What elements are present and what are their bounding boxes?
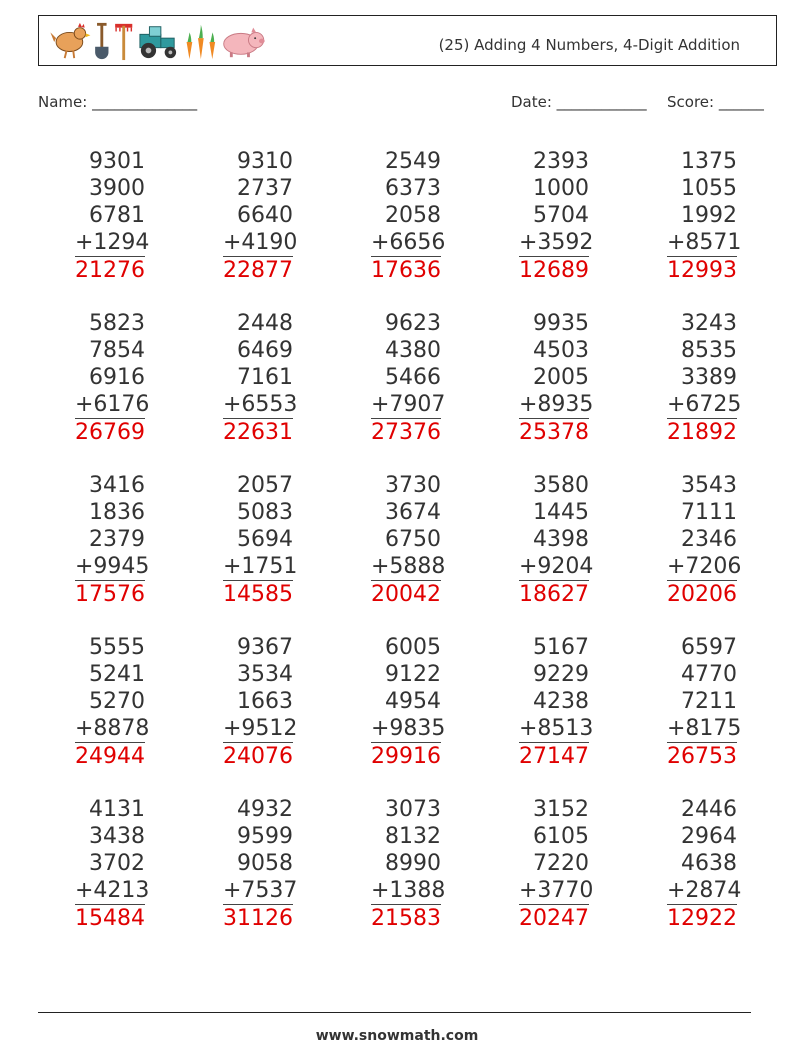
addend: 6781 (89, 203, 145, 228)
addend: 6597 (681, 635, 737, 660)
addend: 5466 (385, 365, 441, 390)
addend: +8175 (667, 716, 742, 741)
addend: 3580 (533, 473, 589, 498)
rake-icon (115, 24, 132, 60)
addend: 6916 (89, 365, 145, 390)
addend: 7111 (681, 500, 737, 525)
answer: 12922 (667, 906, 737, 931)
answer: 22877 (223, 258, 293, 283)
addend: 2005 (533, 365, 589, 390)
addition-problem (75, 634, 150, 770)
addend: 6005 (385, 635, 441, 660)
addition-problem (371, 634, 446, 770)
tractor-icon (140, 27, 176, 58)
addend: 1000 (533, 176, 589, 201)
addition-problem (223, 148, 298, 284)
addition-problem (667, 472, 742, 608)
addend: +2874 (667, 878, 742, 903)
addend: 2057 (237, 473, 293, 498)
addend: +3592 (519, 230, 594, 255)
answer: 21276 (75, 258, 145, 283)
addend: 4770 (681, 662, 737, 687)
addend: 8535 (681, 338, 737, 363)
answer: 21583 (371, 906, 441, 931)
addend: 6373 (385, 176, 441, 201)
addition-problem (75, 310, 150, 446)
addition-problem (75, 148, 150, 284)
addend: +9512 (223, 716, 298, 741)
score-field: Score: ______ (667, 93, 764, 111)
addition-problem (667, 796, 742, 932)
answer: 12993 (667, 258, 737, 283)
answer: 17636 (371, 258, 441, 283)
addend: 3534 (237, 662, 293, 687)
addend: 5241 (89, 662, 145, 687)
answer: 14585 (223, 582, 293, 607)
addend: 2393 (533, 149, 589, 174)
addend: 7211 (681, 689, 737, 714)
addend: 1055 (681, 176, 737, 201)
addition-problem (519, 472, 594, 608)
addend: 1836 (89, 500, 145, 525)
addend: 9229 (533, 662, 589, 687)
addend: 2737 (237, 176, 293, 201)
addend: 9122 (385, 662, 441, 687)
addend: 9367 (237, 635, 293, 660)
addend: +5888 (371, 554, 446, 579)
addend: 9058 (237, 851, 293, 876)
addition-problem (223, 472, 298, 608)
addend: 3416 (89, 473, 145, 498)
addend: +7537 (223, 878, 298, 903)
addend: 9301 (89, 149, 145, 174)
answer: 29916 (371, 744, 441, 769)
addend: 3389 (681, 365, 737, 390)
addend: 4131 (89, 797, 145, 822)
answer: 24944 (75, 744, 145, 769)
addend: +9204 (519, 554, 594, 579)
addition-problem (371, 148, 446, 284)
addend: 2448 (237, 311, 293, 336)
addend: +6725 (667, 392, 742, 417)
answer: 26753 (667, 744, 737, 769)
addend: 3900 (89, 176, 145, 201)
addend: 2549 (385, 149, 441, 174)
addend: 5694 (237, 527, 293, 552)
addend: +6656 (371, 230, 446, 255)
footer-divider (38, 1012, 751, 1013)
addend: 7854 (89, 338, 145, 363)
addition-problem (519, 310, 594, 446)
addend: +8935 (519, 392, 594, 417)
addend: 6750 (385, 527, 441, 552)
answer: 25378 (519, 420, 589, 445)
addend: +1294 (75, 230, 150, 255)
addend: 5083 (237, 500, 293, 525)
addition-problem (519, 634, 594, 770)
addend: 5704 (533, 203, 589, 228)
addend: +8878 (75, 716, 150, 741)
farm-icons-strip (43, 21, 273, 61)
addend: 2346 (681, 527, 737, 552)
answer: 20206 (667, 582, 737, 607)
addend: 9310 (237, 149, 293, 174)
addend: +3770 (519, 878, 594, 903)
addend: 6640 (237, 203, 293, 228)
addend: 1375 (681, 149, 737, 174)
addend: 1663 (237, 689, 293, 714)
addend: +7907 (371, 392, 446, 417)
addend: +6553 (223, 392, 298, 417)
addend: +8513 (519, 716, 594, 741)
answer: 15484 (75, 906, 145, 931)
answer: 31126 (223, 906, 293, 931)
addend: 3543 (681, 473, 737, 498)
addend: 6105 (533, 824, 589, 849)
answer: 20247 (519, 906, 589, 931)
addition-problem (75, 472, 150, 608)
chicken-icon (50, 23, 90, 58)
worksheet-header (38, 15, 777, 66)
footer-url: www.snowmath.com (315, 1028, 479, 1044)
answer: 22631 (223, 420, 293, 445)
addend: 9599 (237, 824, 293, 849)
addend: 6469 (237, 338, 293, 363)
addend: 4954 (385, 689, 441, 714)
answer: 26769 (75, 420, 145, 445)
addend: 3702 (89, 851, 145, 876)
addend: 3438 (89, 824, 145, 849)
addend: 4398 (533, 527, 589, 552)
addend: 2379 (89, 527, 145, 552)
addend: 4503 (533, 338, 589, 363)
addend: 3730 (385, 473, 441, 498)
carrots-icon (187, 25, 216, 59)
answer: 24076 (223, 744, 293, 769)
addend: 4238 (533, 689, 589, 714)
addend: +9835 (371, 716, 446, 741)
worksheet-title: (25) Adding 4 Numbers, 4-Digit Addition (438, 36, 740, 54)
addend: 7220 (533, 851, 589, 876)
addend: +9945 (75, 554, 150, 579)
answer: 12689 (519, 258, 589, 283)
answer: 18627 (519, 582, 589, 607)
addend: 5270 (89, 689, 145, 714)
addend: +6176 (75, 392, 150, 417)
addition-problem (667, 634, 742, 770)
addition-problem (223, 796, 298, 932)
addend: +1751 (223, 554, 298, 579)
answer: 21892 (667, 420, 737, 445)
name-field: Name: ______________ (38, 93, 198, 111)
addition-problem (223, 634, 298, 770)
addend: 4932 (237, 797, 293, 822)
answer: 27147 (519, 744, 589, 769)
addend: 2058 (385, 203, 441, 228)
addend: 3073 (385, 797, 441, 822)
addend: 3674 (385, 500, 441, 525)
addition-problem (371, 796, 446, 932)
shovel-icon (95, 23, 108, 59)
addend: +4190 (223, 230, 298, 255)
addend: 2964 (681, 824, 737, 849)
addition-problem (519, 796, 594, 932)
addend: 4380 (385, 338, 441, 363)
answer: 17576 (75, 582, 145, 607)
addend: +1388 (371, 878, 446, 903)
addition-problem (371, 472, 446, 608)
addend: 4638 (681, 851, 737, 876)
addend: 5555 (89, 635, 145, 660)
answer: 27376 (371, 420, 441, 445)
answer: 20042 (371, 582, 441, 607)
addend: 8132 (385, 824, 441, 849)
addition-problem (667, 310, 742, 446)
pig-icon (224, 28, 265, 58)
addend: 2446 (681, 797, 737, 822)
addition-problem (519, 148, 594, 284)
addend: 8990 (385, 851, 441, 876)
addition-problem (75, 796, 150, 932)
addition-problem (223, 310, 298, 446)
addend: 5167 (533, 635, 589, 660)
addend: 9935 (533, 311, 589, 336)
addend: +4213 (75, 878, 150, 903)
addend: 7161 (237, 365, 293, 390)
addend: 3243 (681, 311, 737, 336)
addend: +7206 (667, 554, 742, 579)
addend: 3152 (533, 797, 589, 822)
addend: +8571 (667, 230, 742, 255)
addend: 5823 (89, 311, 145, 336)
date-field: Date: ____________ (511, 93, 647, 111)
addition-problem (371, 310, 446, 446)
addend: 1992 (681, 203, 737, 228)
addend: 9623 (385, 311, 441, 336)
addend: 1445 (533, 500, 589, 525)
addition-problem (667, 148, 742, 284)
